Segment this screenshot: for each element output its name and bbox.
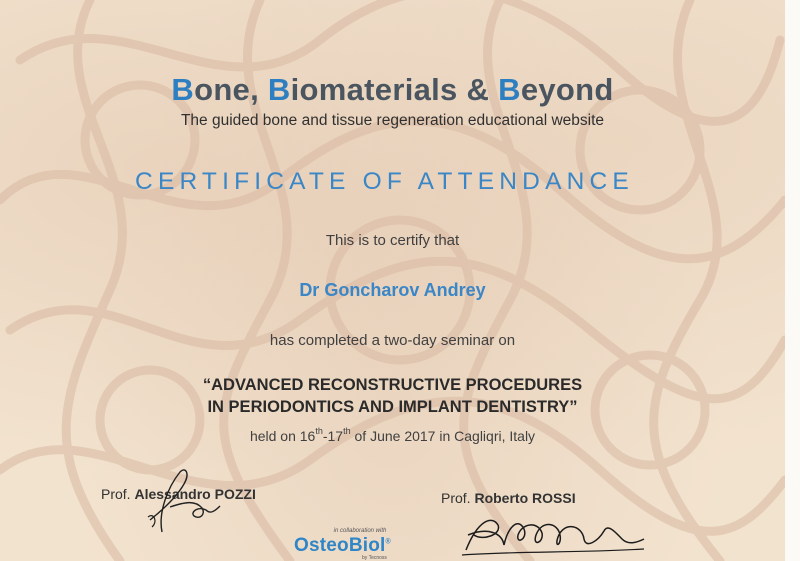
title-initial-b: B	[171, 72, 195, 107]
held-mid: -17	[322, 428, 344, 444]
completed-text: has completed a two-day seminar on	[269, 332, 516, 349]
signatory-left-title: Prof.	[101, 486, 135, 502]
tecnoss-text: by Tecnoss	[362, 555, 387, 561]
registered-mark: ®	[385, 538, 391, 546]
signatory-right	[441, 490, 576, 506]
title-initial-b: B	[498, 72, 521, 107]
osteobiol-logo	[294, 535, 391, 557]
recipient-name: Dr Goncharov Andrey	[299, 280, 486, 300]
certify-text: This is to certify that	[325, 232, 460, 249]
signatory-right-title: Prof.	[441, 490, 475, 506]
title-initial-b: B	[267, 72, 291, 107]
held-prefix: held on 16	[249, 428, 316, 444]
signatory-right-name: Roberto ROSSI	[474, 490, 576, 506]
held-sup-1: th	[315, 426, 323, 436]
course-title	[0, 374, 785, 418]
signature-pozzi	[140, 462, 230, 537]
osteobiol-logo-text: OsteoBiol	[294, 535, 386, 556]
signatory-left-name: Alessandro POZZI	[134, 486, 256, 502]
site-subtitle: The guided bone and tissue regeneration educational website	[180, 112, 605, 129]
collaboration-text: in collaboration with	[333, 528, 387, 534]
scan-edge	[785, 0, 800, 561]
site-title	[0, 72, 785, 108]
title-text: eyond	[520, 72, 614, 107]
signature-rossi	[458, 505, 648, 561]
title-text: iomaterials &	[290, 72, 499, 107]
held-sup-2: th	[343, 426, 351, 436]
held-suffix: of June 2017 in Cagliqri, Italy	[350, 428, 536, 444]
held-on-text	[0, 428, 785, 444]
course-title-line1: “ADVANCED RECONSTRUCTIVE PROCEDURES	[202, 376, 583, 394]
certificate-heading: CERTIFICATE OF ATTENDANCE	[135, 168, 634, 195]
course-title-line2: IN PERIODONTICS AND IMPLANT DENTISTRY”	[207, 398, 578, 416]
title-text: one,	[194, 72, 268, 107]
